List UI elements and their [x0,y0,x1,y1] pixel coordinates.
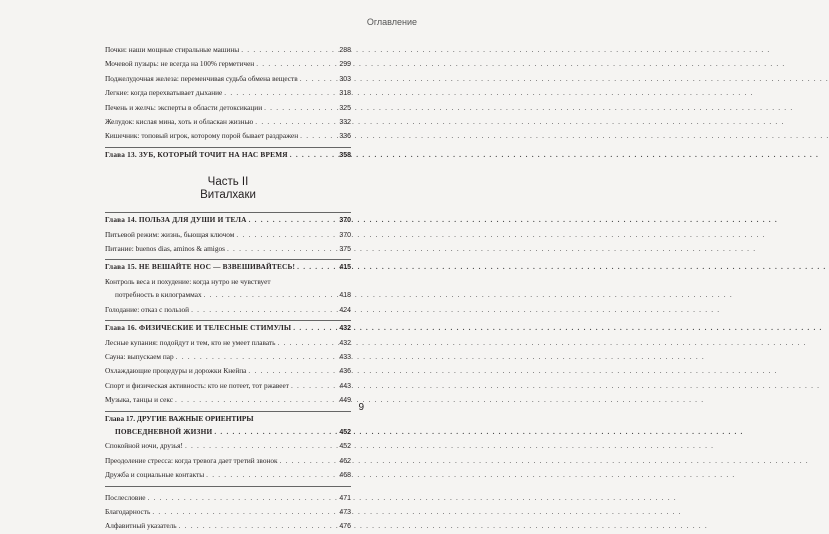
toc-entry: Кишечник: топовый игрок, которому порой бывает раздражен . . . 336 [105,129,351,143]
toc-entry: потребность в килограммах . . . 418 [105,288,351,302]
page-number: 9 [358,402,364,413]
toc-entry: Преодоление стресса: когда тревога дает третий звонок . . . 462 [105,454,351,468]
toc-entry: Голодание: отказ с пользой . . . 424 [105,303,351,317]
toc-entry: Музыка, танцы и секс . . . 449 [105,393,351,407]
toc-entry-line: Контроль веса и похудение: когда нутро не чувствует [105,276,271,286]
running-head: Оглавление [366,17,417,27]
chapter-heading-line: Глава 17. ДРУГИЕ ВАЖНЫЕ ОРИЕНТИРЫ [105,413,254,423]
chapter-heading: Глава 13. ЗУБ, КОТОРЫЙ ТОЧИТ НА НАС ВРЕМЯ . . . 358 [105,148,351,162]
toc-entry: Сауна: выпускаем пар . . . 433 [105,350,351,364]
toc-entry: Печень и желчь: эксперты в области детоксикации . . . 325 [105,101,351,115]
toc-entry: Алфавитный указатель . . . 476 [105,519,351,533]
toc-entry: Мочевой пузырь: не всегда на 100% герметичен . . . 299 [105,57,351,71]
chapter-heading: Глава 15. НЕ ВЕШАЙТЕ НОС — ВЗВЕШИВАЙТЕСЬ! . . . 415 [105,260,351,274]
toc-entry: Желудок: кислая мина, хоть и обласкан жизнью . . . 332 [105,115,351,129]
toc-entry: Легкие: когда перехватывает дыхание . . . 318 [105,86,351,100]
toc-entry: Лесные купания: подойдут и тем, кто не умеет плавать . . . 432 [105,336,351,350]
chapter-heading: ПОВСЕДНЕВНОЙ ЖИЗНИ . . . 452 [105,425,351,439]
toc-entry: Охлаждающие процедуры и дорожки Кнейпа . . . 436 [105,364,351,378]
table-of-contents [105,43,351,534]
toc-entry: Дружба и социальные контакты . . . 468 [105,468,351,482]
toc-entry: Благодарность . . . 473 [105,505,351,519]
toc-entry: Питание: buenos dias, aminos & amigos . . . 375 [105,242,351,256]
toc-entry: Послесловие . . . 471 [105,491,351,505]
divider [105,486,351,487]
toc-entry: Питьевой режим: жизнь, бьющая ключом . . . 370 [105,228,351,242]
toc-entry: Спокойной ночи, друзья! . . . 452 [105,439,351,453]
chapter-heading: Глава 16. ФИЗИЧЕСКИЕ И ТЕЛЕСНЫЕ СТИМУЛЫ . . . 432 [105,321,351,335]
toc-entry: Почки: наши мощные стиральные машины . . . 288 [105,43,351,57]
chapter-heading: Глава 14. ПОЛЬЗА ДЛЯ ДУШИ И ТЕЛА . . . 370 [105,213,351,227]
toc-entry: Поджелудочная железа: переменчивая судьба обмена веществ . . . 303 [105,72,351,86]
part-title: Виталхаки [200,189,256,202]
toc-entry: Спорт и физическая активность: кто не потеет, тот ржавеет . . . 443 [105,379,351,393]
part-label: Часть II [207,176,249,189]
